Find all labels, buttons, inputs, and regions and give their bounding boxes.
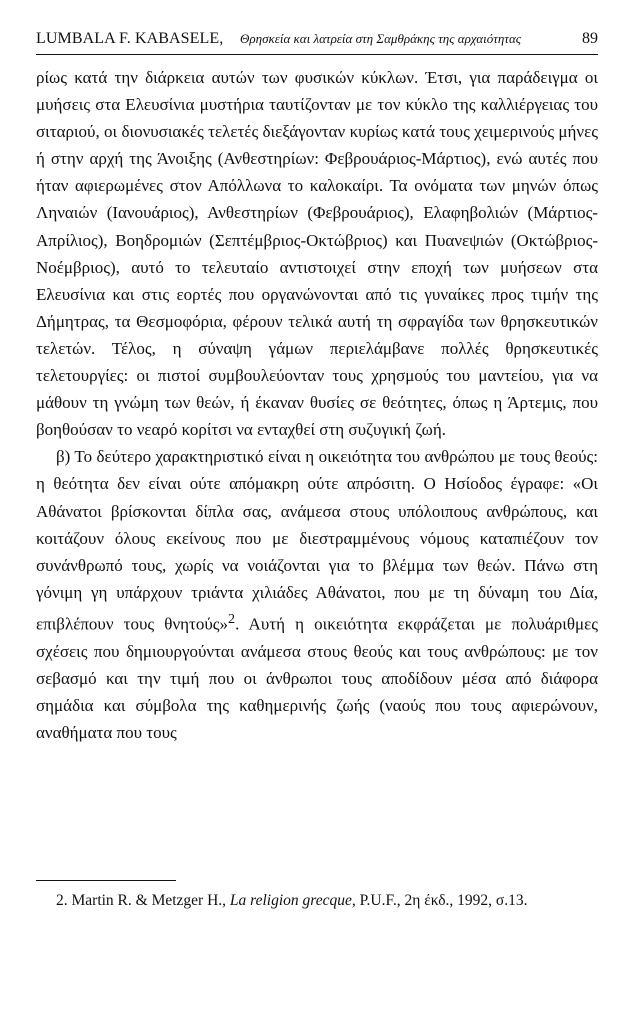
paragraph-2-tail: . Αυτή η οικειότητα εκφράζεται με πολυάριθμες σχέσεις που δημιουργούνται ανάμεσα στους θεούς και τους ανθρώπους: με τον σεβασμό και την τιμή που οι άνθρωποι τους αποδίδουν μέσα από διάφορα σημάδια και σύμβολα της καθημερινής ζωής (ναούς που τους αφιερώνουν, αναθήματα που τους [36, 614, 598, 742]
page-number: 89 [582, 30, 598, 47]
header-running-title: Θρησκεία και λατρεία στη Σαμθράκης της αρχαιότητας [240, 31, 522, 46]
footnote-title: La religion grecque, [229, 892, 356, 909]
footnote-divider [36, 880, 176, 881]
paragraph-2-main: β) Το δεύτερο χαρακτηριστικό είναι η οικειότητα του ανθρώπου με τους θεούς: η θεότητα δεν είναι ούτε απόμακρη ούτε απρόσιτη. Ο Ησίοδος έγραφε: «Οι Αθάνατοι βρίσκονται δίπλα σας, ανάμεσα στους υπόλοιπους ανθρώπους, και κοιτάζουν όλους εκείνους που με διεστραμμένους νόμους καταπιέζουν τον συνάνθρωπό τους, χωρίς να νοιάζονται για το βλέμμα των θεών. Πάνω στη γόνιμη γη υπάρχουν τριάντα χιλιάδες Αθάνατοι, που με τη δύναμη του Δία, επιβλέπουν τους θνητούς» [36, 447, 598, 634]
footnote-suffix: P.U.F., 2η έκδ., 1992, σ.13. [355, 892, 528, 909]
footnote-prefix: 2. Martin R. & Metzger H., [56, 892, 230, 909]
footnote-reference: 2 [228, 610, 236, 627]
header-author: LUMBALA F. KABASELE, [36, 30, 224, 47]
footnote [36, 888, 598, 913]
running-header [36, 30, 598, 55]
paragraph-2 [36, 443, 598, 746]
body-text [36, 64, 598, 746]
paragraph-1: ρίως κατά την διάρκεια αυτών των φυσικών κύκλων. Έτσι, για παράδειγμα οι μυήσεις στα Ελευσίνια μυστήρια ταυτίζονταν με τον κύκλο της καλλιέργειας του σιταριού, οι διονυσιακές τελετές διεξάγονταν κυρίως κατά τους χειμερινούς μήνες ή στην αρχή της Άνοιξης (Ανθεστηρίων: Φεβρουάριος-Μάρτιος), ενώ αυτές που ήταν αφιερωμένες στον Απόλλωνα το καλοκαίρι. Τα ονόματα των μηνών όπως Ληναιών (Ιανουάριος), Ανθεστηρίων (Φεβρουάριος), Ελαφηβολιών (Μάρτιος-Απρίλιος), Βοηδρομιών (Σεπτέμβριος-Οκτώβριος) και Πυανεψιών (Οκτώβριος-Νοέμβριος), αυτό το τελευταίο αντιστοιχεί στην εποχή των μυήσεων στα Ελευσίνια και στις εορτές που οργανώνονται από τις γυναίκες προς τιμήν της Δήμητρας, τα Θεσμοφόρια, φέρουν τελικά αυτή τη σφραγίδα των θρησκευτικών τελετών. Τέλος, η σύναψη γάμων περιελάμβανε πολλές θρησκευτικές τελετουργίες: οι πιστοί συμβουλεύονταν τους χρησμούς του μαντείου, για να μάθουν τη γνώμη των θεών, ή έκαναν θυσίες σε θεότητες, όπως η Άρτεμις, που βοηθούσαν το νεαρό κορίτσι να ενταχθεί στη συζυγική ζωή. [36, 68, 598, 440]
